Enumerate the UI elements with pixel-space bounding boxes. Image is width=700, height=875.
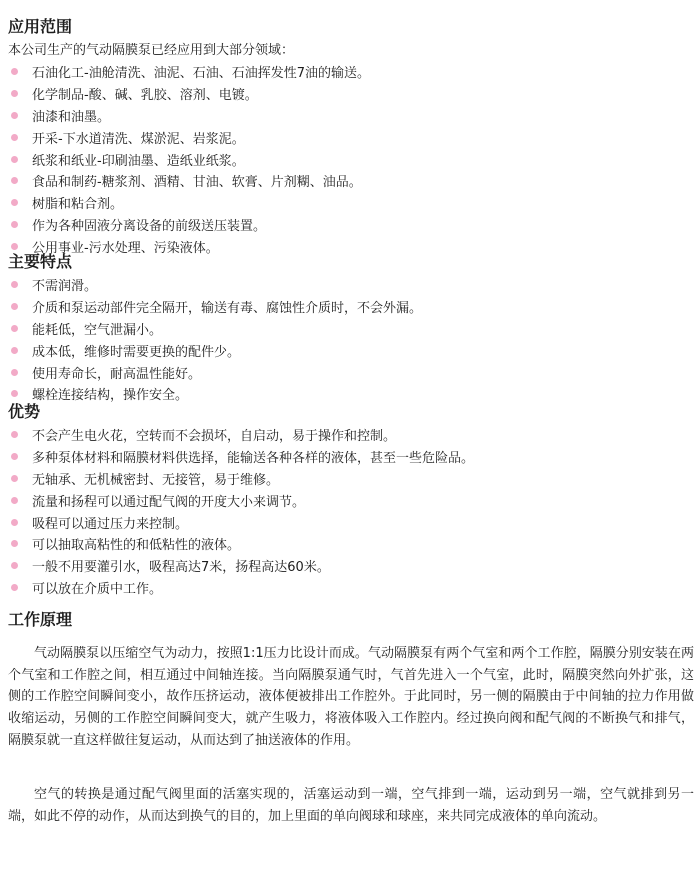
bullet-icon — [11, 475, 18, 482]
list-item — [0, 511, 474, 533]
features-heading: 主要特点 — [8, 252, 73, 271]
list-item — [0, 489, 474, 511]
list-item-text: 树脂和粘合剂。 — [32, 197, 124, 213]
list-item-text: 公用事业-污水处理、污染液体。 — [32, 240, 219, 256]
bullet-icon — [11, 199, 18, 206]
bullet-icon — [11, 112, 18, 119]
bullet-icon — [11, 221, 18, 228]
list-item — [0, 296, 422, 318]
bullet-icon — [11, 281, 18, 288]
advantages-list — [0, 424, 474, 598]
list-item-text: 螺栓连接结构，操作安全。 — [32, 388, 189, 404]
advantages-heading: 优势 — [8, 402, 41, 421]
list-item — [0, 533, 474, 555]
list-item-text: 一般不用要灌引水，吸程高达7米，扬程高达60米。 — [32, 560, 330, 576]
application-list — [0, 61, 370, 257]
bullet-icon — [11, 90, 18, 97]
list-item-text: 纸浆和纸业-印刷油墨、造纸业纸浆。 — [32, 153, 245, 169]
bullet-icon — [11, 134, 18, 141]
list-item — [0, 446, 474, 468]
list-item-text: 无轴承、无机械密封、无接管，易于维修。 — [32, 472, 280, 488]
bullet-icon — [11, 347, 18, 354]
principle-paragraph-1: 气动隔膜泵以压缩空气为动力，按照1:1压力比设计而成。气动隔膜泵有两个气室和两个工作腔，隔膜分别安装在两个气室和工作腔之间，相互通过中间轴连接。当向隔膜泵通气时，气首先进入一个气室，此时，隔膜突然向外扩张，这侧的工作腔空间瞬间变小，故作压挤运动，液体便被排出工作腔外。于此同时，另一侧的隔膜由于中间轴的拉力作用做收缩运动，另侧的工作腔空间瞬间变大，就产生吸力，将液体吸入工作腔内。经过换向阀和配气阀的不断换气和排气，隔膜泵就一直这样做往复运动，从而达到了抽送液体的作用。 — [8, 646, 694, 748]
bullet-icon — [11, 68, 18, 75]
list-item — [0, 577, 474, 599]
list-item — [0, 383, 422, 405]
bullet-icon — [11, 497, 18, 504]
list-item — [0, 318, 422, 340]
list-item-text: 可以放在介质中工作。 — [32, 581, 163, 597]
bullet-icon — [11, 369, 18, 376]
bullet-icon — [11, 453, 18, 460]
list-item — [0, 126, 370, 148]
list-item-text: 石油化工-油舱清洗、油泥、石油、石油挥发性7油的输送。 — [32, 66, 370, 82]
bullet-icon — [11, 303, 18, 310]
list-item — [0, 555, 474, 577]
list-item — [0, 105, 370, 127]
list-item-text: 使用寿命长，耐高温性能好。 — [32, 366, 202, 382]
list-item — [0, 83, 370, 105]
list-item-text: 油漆和油墨。 — [32, 109, 111, 125]
bullet-icon — [11, 390, 18, 397]
list-item — [0, 339, 422, 361]
list-item-text: 吸程可以通过压力来控制。 — [32, 516, 189, 532]
list-item — [0, 192, 370, 214]
list-item — [0, 361, 422, 383]
list-item-text: 可以抽取高粘性的和低粘性的液体。 — [32, 538, 241, 554]
list-item-text: 成本低，维修时需要更换的配件少。 — [32, 344, 241, 360]
list-item-text: 不会产生电火花，空转而不会损坏，自启动，易于操作和控制。 — [32, 429, 397, 445]
list-item — [0, 468, 474, 490]
bullet-icon — [11, 562, 18, 569]
bullet-icon — [11, 584, 18, 591]
list-item-text: 能耗低，空气泄漏小。 — [32, 322, 163, 338]
list-item-text: 多种泵体材料和隔膜材料供选择，能输送各种各样的液体，甚至一些危险品。 — [32, 451, 475, 467]
bullet-icon — [11, 156, 18, 163]
bullet-icon — [11, 431, 18, 438]
list-item — [0, 424, 474, 446]
list-item — [0, 148, 370, 170]
application-intro: 本公司生产的气动隔膜泵已经应用到大部分领域： — [8, 43, 295, 58]
bullet-icon — [11, 519, 18, 526]
bullet-icon — [11, 325, 18, 332]
list-item-text: 介质和泵运动部件完全隔开，输送有毒、腐蚀性介质时，不会外漏。 — [32, 301, 423, 317]
principle-heading: 工作原理 — [8, 610, 73, 629]
list-item-text: 开采-下水道清洗、煤淤泥、岩浆泥。 — [32, 131, 245, 147]
list-item — [0, 61, 370, 83]
list-item-text: 化学制品-酸、碱、乳胶、溶剂、电镀。 — [32, 88, 258, 104]
list-item — [0, 274, 422, 296]
features-list — [0, 274, 422, 405]
bullet-icon — [11, 540, 18, 547]
list-item-text: 食品和制药-糖浆剂、酒精、甘油、软膏、片剂糊、油品。 — [32, 175, 362, 191]
bullet-icon — [11, 177, 18, 184]
application-heading: 应用范围 — [8, 17, 73, 36]
list-item-text: 不需润滑。 — [32, 279, 98, 295]
list-item-text: 流量和扬程可以通过配气阀的开度大小来调节。 — [32, 494, 306, 510]
list-item — [0, 170, 370, 192]
principle-paragraph-2: 空气的转换是通过配气阀里面的活塞实现的，活塞运动到一端，空气排到一端，运动到另一端，空气就排到另一端，如此不停的动作，从而达到换气的目的，加上里面的单向阀球和球座，来共同完成液体的单向流动。 — [8, 787, 694, 824]
list-item — [0, 214, 370, 236]
list-item-text: 作为各种固液分离设备的前级送压装置。 — [32, 218, 267, 234]
bullet-icon — [11, 243, 18, 250]
